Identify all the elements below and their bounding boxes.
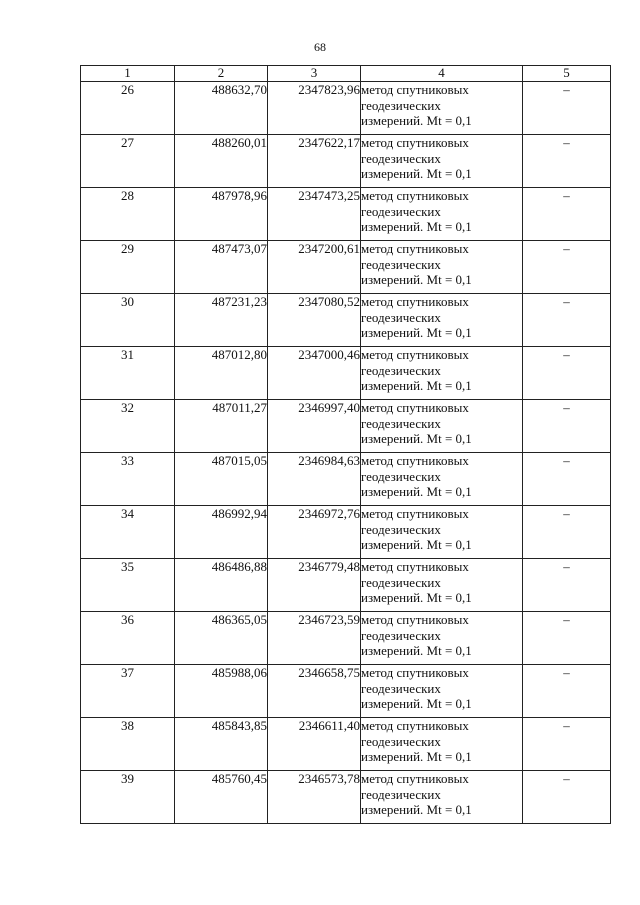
method-cell bbox=[361, 612, 523, 665]
point-number-cell: 32 bbox=[81, 400, 175, 453]
method-text-line: измерений. Mt = 0,1 bbox=[361, 113, 472, 128]
note-cell: – bbox=[523, 294, 611, 347]
table-row bbox=[81, 135, 611, 188]
method-text-line: метод спутниковых bbox=[361, 82, 469, 97]
method-cell bbox=[361, 559, 523, 612]
method-text-line: измерений. Mt = 0,1 bbox=[361, 272, 472, 287]
method-text-line: измерений. Mt = 0,1 bbox=[361, 378, 472, 393]
x-coordinate-cell: 488260,01 bbox=[175, 135, 268, 188]
method-text-line: геодезических bbox=[361, 627, 441, 643]
method-text-line: геодезических bbox=[361, 256, 441, 272]
method-text-line: метод спутниковых bbox=[361, 135, 469, 150]
method-text-line: метод спутниковых bbox=[361, 771, 469, 786]
method-text-line: измерений. Mt = 0,1 bbox=[361, 325, 472, 340]
y-coordinate-cell: 2347823,96 bbox=[268, 82, 361, 135]
method-text-line: измерений. Mt = 0,1 bbox=[361, 643, 472, 658]
method-text-line: измерений. Mt = 0,1 bbox=[361, 802, 472, 817]
method-text-line: метод спутниковых bbox=[361, 241, 469, 256]
method-text-line: геодезических bbox=[361, 150, 441, 166]
method-text-line: геодезических bbox=[361, 733, 441, 749]
method-text-line: геодезических bbox=[361, 362, 441, 378]
method-text-line: метод спутниковых bbox=[361, 400, 469, 415]
page-number: 68 bbox=[314, 40, 326, 54]
table-row bbox=[81, 82, 611, 135]
table-row bbox=[81, 771, 611, 824]
x-coordinate-cell: 487978,96 bbox=[175, 188, 268, 241]
method-text-line: метод спутниковых bbox=[361, 453, 469, 468]
method-cell bbox=[361, 771, 523, 824]
note-cell: – bbox=[523, 347, 611, 400]
method-text-line: метод спутниковых bbox=[361, 612, 469, 627]
x-coordinate-cell: 485988,06 bbox=[175, 665, 268, 718]
method-cell bbox=[361, 135, 523, 188]
point-number-cell: 37 bbox=[81, 665, 175, 718]
method-cell bbox=[361, 347, 523, 400]
method-text-line: измерений. Mt = 0,1 bbox=[361, 749, 472, 764]
method-text-line: геодезических bbox=[361, 574, 441, 590]
point-number-cell: 26 bbox=[81, 82, 175, 135]
point-number-cell: 28 bbox=[81, 188, 175, 241]
y-coordinate-cell: 2347473,25 bbox=[268, 188, 361, 241]
method-text-line: геодезических bbox=[361, 97, 441, 113]
note-cell: – bbox=[523, 718, 611, 771]
table-row bbox=[81, 347, 611, 400]
note-cell: – bbox=[523, 771, 611, 824]
header-row bbox=[81, 66, 611, 82]
x-coordinate-cell: 486992,94 bbox=[175, 506, 268, 559]
method-text-line: геодезических bbox=[361, 468, 441, 484]
table-row bbox=[81, 612, 611, 665]
y-coordinate-cell: 2346779,48 bbox=[268, 559, 361, 612]
table-row bbox=[81, 241, 611, 294]
table-row bbox=[81, 294, 611, 347]
y-coordinate-cell: 2347622,17 bbox=[268, 135, 361, 188]
method-cell bbox=[361, 82, 523, 135]
method-text-line: метод спутниковых bbox=[361, 506, 469, 521]
note-cell: – bbox=[523, 506, 611, 559]
x-coordinate-cell: 487012,80 bbox=[175, 347, 268, 400]
method-text-line: метод спутниковых bbox=[361, 718, 469, 733]
x-coordinate-cell: 485843,85 bbox=[175, 718, 268, 771]
header-cell-1: 1 bbox=[81, 66, 175, 82]
header-cell-4: 4 bbox=[361, 66, 523, 82]
point-number-cell: 30 bbox=[81, 294, 175, 347]
y-coordinate-cell: 2346658,75 bbox=[268, 665, 361, 718]
y-coordinate-cell: 2347080,52 bbox=[268, 294, 361, 347]
table-row bbox=[81, 453, 611, 506]
point-number-cell: 36 bbox=[81, 612, 175, 665]
header-cell-2: 2 bbox=[175, 66, 268, 82]
table-row bbox=[81, 559, 611, 612]
y-coordinate-cell: 2346997,40 bbox=[268, 400, 361, 453]
x-coordinate-cell: 485760,45 bbox=[175, 771, 268, 824]
header-cell-3: 3 bbox=[268, 66, 361, 82]
note-cell: – bbox=[523, 665, 611, 718]
y-coordinate-cell: 2347000,46 bbox=[268, 347, 361, 400]
x-coordinate-cell: 488632,70 bbox=[175, 82, 268, 135]
table-row bbox=[81, 506, 611, 559]
y-coordinate-cell: 2346611,40 bbox=[268, 718, 361, 771]
method-text-line: измерений. Mt = 0,1 bbox=[361, 431, 472, 446]
method-cell bbox=[361, 506, 523, 559]
table-row bbox=[81, 400, 611, 453]
method-cell bbox=[361, 188, 523, 241]
x-coordinate-cell: 487011,27 bbox=[175, 400, 268, 453]
method-text-line: геодезических bbox=[361, 680, 441, 696]
method-text-line: геодезических bbox=[361, 203, 441, 219]
note-cell: – bbox=[523, 135, 611, 188]
method-cell bbox=[361, 453, 523, 506]
method-text-line: метод спутниковых bbox=[361, 188, 469, 203]
method-cell bbox=[361, 718, 523, 771]
note-cell: – bbox=[523, 188, 611, 241]
note-cell: – bbox=[523, 82, 611, 135]
note-cell: – bbox=[523, 612, 611, 665]
x-coordinate-cell: 487473,07 bbox=[175, 241, 268, 294]
point-number-cell: 34 bbox=[81, 506, 175, 559]
method-text-line: метод спутниковых bbox=[361, 294, 469, 309]
method-text-line: измерений. Mt = 0,1 bbox=[361, 537, 472, 552]
table-row bbox=[81, 718, 611, 771]
x-coordinate-cell: 487231,23 bbox=[175, 294, 268, 347]
method-text-line: измерений. Mt = 0,1 bbox=[361, 590, 472, 605]
method-text-line: метод спутниковых bbox=[361, 559, 469, 574]
method-text-line: метод спутниковых bbox=[361, 665, 469, 680]
method-text-line: измерений. Mt = 0,1 bbox=[361, 484, 472, 499]
point-number-cell: 27 bbox=[81, 135, 175, 188]
note-cell: – bbox=[523, 400, 611, 453]
point-number-cell: 31 bbox=[81, 347, 175, 400]
x-coordinate-cell: 487015,05 bbox=[175, 453, 268, 506]
note-cell: – bbox=[523, 453, 611, 506]
header-cell-5: 5 bbox=[523, 66, 611, 82]
method-text-line: геодезических bbox=[361, 786, 441, 802]
method-cell bbox=[361, 400, 523, 453]
note-cell: – bbox=[523, 559, 611, 612]
point-number-cell: 38 bbox=[81, 718, 175, 771]
method-text-line: измерений. Mt = 0,1 bbox=[361, 696, 472, 711]
table-body bbox=[81, 82, 611, 824]
method-cell bbox=[361, 241, 523, 294]
point-number-cell: 29 bbox=[81, 241, 175, 294]
method-text-line: геодезических bbox=[361, 521, 441, 537]
table-row bbox=[81, 188, 611, 241]
method-text-line: измерений. Mt = 0,1 bbox=[361, 219, 472, 234]
y-coordinate-cell: 2346723,59 bbox=[268, 612, 361, 665]
point-number-cell: 35 bbox=[81, 559, 175, 612]
y-coordinate-cell: 2347200,61 bbox=[268, 241, 361, 294]
y-coordinate-cell: 2346972,76 bbox=[268, 506, 361, 559]
x-coordinate-cell: 486365,05 bbox=[175, 612, 268, 665]
method-text-line: измерений. Mt = 0,1 bbox=[361, 166, 472, 181]
y-coordinate-cell: 2346573,78 bbox=[268, 771, 361, 824]
point-number-cell: 39 bbox=[81, 771, 175, 824]
point-number-cell: 33 bbox=[81, 453, 175, 506]
table-header bbox=[81, 66, 611, 82]
method-cell bbox=[361, 294, 523, 347]
y-coordinate-cell: 2346984,63 bbox=[268, 453, 361, 506]
coordinates-table bbox=[80, 65, 611, 824]
method-text-line: метод спутниковых bbox=[361, 347, 469, 362]
x-coordinate-cell: 486486,88 bbox=[175, 559, 268, 612]
method-cell bbox=[361, 665, 523, 718]
method-text-line: геодезических bbox=[361, 415, 441, 431]
note-cell: – bbox=[523, 241, 611, 294]
method-text-line: геодезических bbox=[361, 309, 441, 325]
table-row bbox=[81, 665, 611, 718]
